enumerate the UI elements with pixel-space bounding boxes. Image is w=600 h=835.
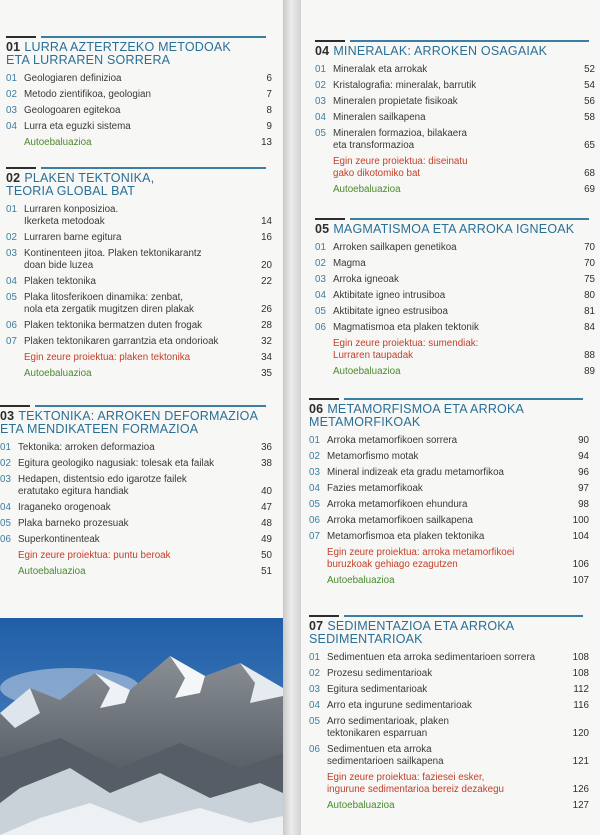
entry-page-number: 36 [261, 442, 272, 453]
entry-title: Autoebaluazioa [24, 368, 92, 379]
entry-page-number: 108 [572, 668, 589, 679]
entry-title: Kristalografia: mineralak, barrutik [333, 80, 477, 91]
chapter-entries [315, 242, 595, 378]
entry-page-number: 106 [572, 559, 589, 570]
chapter-number: 07 [309, 619, 324, 633]
entry-title: Mineral indizeak eta gradu metamorfikoa [327, 467, 504, 478]
entry-title: Prozesu sedimentarioak [327, 668, 433, 679]
entry-page-number: 52 [584, 64, 595, 75]
entry-title: Superkontinenteak [18, 534, 100, 545]
toc-entry [315, 128, 595, 152]
entry-title: Egin zeure proiektua: faziesei esker, ingurune sedimentarioa bereiz dezakegu [327, 772, 505, 795]
entry-title: Autoebaluazioa [327, 800, 395, 811]
entry-page-number: 120 [572, 728, 589, 739]
toc-entry [315, 366, 595, 378]
entry-title: Egin zeure proiektua: arroka metamorfikoei buruzkoak gehiago ezagutzen [327, 547, 515, 570]
right-page [301, 0, 600, 835]
entry-number: 07 [309, 531, 320, 542]
entry-page-number: 9 [266, 121, 272, 132]
entry-number: 02 [309, 451, 320, 462]
entry-number: 02 [315, 80, 326, 91]
entry-page-number: 8 [266, 105, 272, 116]
entry-number: 06 [309, 515, 320, 526]
entry-title: Arroka metamorfikoen sorrera [327, 435, 458, 446]
toc-entry [309, 435, 589, 447]
toc-entry [309, 652, 589, 664]
entry-number: 03 [309, 684, 320, 695]
entry-page-number: 88 [584, 350, 595, 361]
chapter-01 [6, 36, 272, 153]
toc-entry [6, 320, 272, 332]
toc-entry [315, 258, 595, 270]
entry-page-number: 127 [572, 800, 589, 811]
entry-title: Arroka metamorfikoen ehundura [327, 499, 468, 510]
entry-title: Autoebaluazioa [327, 575, 395, 586]
entry-page-number: 84 [584, 322, 595, 333]
entry-title: Arroka igneoak [333, 274, 399, 285]
toc-entry [309, 668, 589, 680]
entry-title: Plaka barneko prozesuak [18, 518, 129, 529]
chapter-title-text: MAGMATISMOA ETA ARROKA IGNEOAK [333, 222, 575, 236]
toc-entry [315, 156, 595, 180]
entry-title: Aktibitate igneo intrusiboa [333, 290, 446, 301]
entry-number: 01 [309, 652, 320, 663]
entry-number: 07 [6, 336, 17, 347]
entry-number: 02 [315, 258, 326, 269]
entry-title: Lurra eta eguzki sistema [24, 121, 131, 132]
entry-page-number: 75 [584, 274, 595, 285]
entry-title: Iraganeko orogenoak [18, 502, 111, 513]
toc-entry [315, 290, 595, 302]
entry-title: Geologoaren egitekoa [24, 105, 121, 116]
entry-number: 05 [0, 518, 11, 529]
entry-title: Egitura geologiko nagusiak: tolesak eta failak [18, 458, 215, 469]
chapter-title-text: METAMORFISMOA ETA ARROKA METAMORFIKOAK [309, 402, 525, 429]
entry-title: Fazies metamorfikoak [327, 483, 423, 494]
chapter-03 [0, 405, 272, 582]
entry-title: Tektonika: arroken deformazioa [18, 442, 155, 453]
entry-title: Metodo zientifikoa, geologian [24, 89, 151, 100]
chapter-title [315, 45, 595, 58]
entry-number: 01 [309, 435, 320, 446]
chapter-07 [309, 615, 589, 816]
toc-entry [315, 242, 595, 254]
entry-title: Mineralak eta arrokak [333, 64, 428, 75]
entry-number: 03 [309, 467, 320, 478]
entry-page-number: 7 [266, 89, 272, 100]
entry-page-number: 28 [261, 320, 272, 331]
toc-entry [315, 338, 595, 362]
entry-number: 04 [309, 700, 320, 711]
entry-page-number: 116 [573, 700, 589, 711]
toc-entry [6, 204, 272, 228]
entry-title: Egin zeure proiektua: diseinatu gako dikotomiko bat [333, 156, 468, 179]
toc-entry [0, 566, 272, 578]
toc-entry [6, 232, 272, 244]
entry-title: Arroken sailkapen genetikoa [333, 242, 457, 253]
chapter-title [0, 410, 272, 436]
chapter-title [6, 172, 272, 198]
toc-entry [6, 105, 272, 117]
entry-number: 05 [315, 128, 326, 139]
entry-title: Sedimentuen eta arroka sedimentarioen sailkapena [327, 744, 444, 767]
toc-entry [315, 80, 595, 92]
toc-entry [315, 274, 595, 286]
entry-page-number: 20 [261, 260, 272, 271]
entry-page-number: 58 [584, 112, 595, 123]
chapter-entries [0, 442, 272, 578]
chapter-title [6, 41, 272, 67]
entry-title: Geologiaren definizioa [24, 73, 122, 84]
chapter-title [309, 620, 589, 646]
entry-title: Lurraren barne egitura [24, 232, 122, 243]
entry-number: 04 [6, 276, 17, 287]
toc-entry [309, 744, 589, 768]
toc-entry [309, 531, 589, 543]
entry-page-number: 121 [572, 756, 589, 767]
book-gutter [283, 0, 301, 835]
entry-number: 02 [6, 232, 17, 243]
entry-number: 03 [315, 274, 326, 285]
entry-number: 04 [309, 483, 320, 494]
chapter-header [315, 40, 595, 58]
chapter-entries [6, 204, 272, 380]
toc-entry [0, 534, 272, 546]
entry-page-number: 104 [572, 531, 589, 542]
entry-number: 02 [309, 668, 320, 679]
chapter-title-text: TEKTONIKA: ARROKEN DEFORMAZIOA ETA MENDIKATEEN FORMAZIOA [0, 409, 259, 436]
entry-title: Autoebaluazioa [333, 184, 401, 195]
chapter-title [315, 223, 595, 236]
entry-title: Metamorfismo motak [327, 451, 419, 462]
entry-page-number: 56 [584, 96, 595, 107]
toc-entry [309, 575, 589, 587]
chapter-entries [309, 652, 589, 812]
chapter-header [309, 615, 589, 646]
chapter-02 [6, 167, 272, 384]
entry-number: 06 [6, 320, 17, 331]
entry-title: Mineralen propietate fisikoak [333, 96, 458, 107]
entry-title: Autoebaluazioa [18, 566, 86, 577]
chapter-header [6, 36, 272, 67]
entry-title: Metamorfismoa eta plaken tektonika [327, 531, 485, 542]
toc-entry [6, 368, 272, 380]
entry-number: 03 [0, 474, 11, 485]
entry-page-number: 70 [584, 242, 595, 253]
entry-page-number: 22 [261, 276, 272, 287]
chapter-04 [315, 40, 595, 200]
entry-title: Arro eta ingurune sedimentarioak [327, 700, 472, 711]
entry-number: 01 [0, 442, 11, 453]
entry-page-number: 38 [261, 458, 272, 469]
toc-entry [6, 336, 272, 348]
entry-title: Magma [333, 258, 366, 269]
toc-entry [0, 502, 272, 514]
entry-number: 06 [309, 744, 320, 755]
toc-entry [309, 547, 589, 571]
entry-number: 05 [309, 499, 320, 510]
toc-entry [0, 550, 272, 562]
toc-entry [0, 518, 272, 530]
chapter-header [315, 218, 595, 236]
toc-entry [0, 442, 272, 454]
entry-number: 03 [6, 105, 17, 116]
chapter-number: 06 [309, 402, 324, 416]
entry-title: Egin zeure proiektua: plaken tektonika [24, 352, 191, 363]
entry-page-number: 108 [572, 652, 589, 663]
entry-page-number: 35 [261, 368, 272, 379]
entry-page-number: 47 [261, 502, 272, 513]
chapter-title-text: LURRA AZTERTZEKO METODOAK ETA LURRAREN SORRERA [6, 40, 231, 67]
entry-page-number: 65 [584, 140, 595, 151]
entry-number: 01 [315, 64, 326, 75]
entry-title: Arro sedimentarioak, plaken tektonikaren esparruan [327, 716, 449, 739]
toc-entry [6, 292, 272, 316]
entry-number: 06 [315, 322, 326, 333]
toc-entry [309, 467, 589, 479]
entry-page-number: 112 [573, 684, 589, 695]
entry-number: 01 [6, 73, 17, 84]
chapter-06 [309, 398, 589, 591]
entry-page-number: 16 [261, 232, 272, 243]
toc-entry [315, 112, 595, 124]
entry-page-number: 80 [584, 290, 595, 301]
toc-entry [309, 684, 589, 696]
entry-number: 06 [0, 534, 11, 545]
entry-page-number: 96 [578, 467, 589, 478]
entry-page-number: 89 [584, 366, 595, 377]
entry-page-number: 50 [261, 550, 272, 561]
toc-entry [6, 276, 272, 288]
entry-page-number: 51 [261, 566, 272, 577]
toc-entry [309, 800, 589, 812]
entry-page-number: 97 [578, 483, 589, 494]
entry-title: Magmatismoa eta plaken tektonik [333, 322, 479, 333]
toc-entry [315, 96, 595, 108]
entry-page-number: 100 [572, 515, 589, 526]
toc-entry [6, 73, 272, 85]
toc-entry [6, 89, 272, 101]
entry-page-number: 98 [578, 499, 589, 510]
entry-page-number: 70 [584, 258, 595, 269]
toc-entry [309, 499, 589, 511]
entry-title: Lurraren konposizioa. Ikerketa metodoak [24, 204, 119, 227]
entry-page-number: 94 [578, 451, 589, 462]
entry-number: 01 [6, 204, 17, 215]
entry-title: Kontinenteen jitoa. Plaken tektonikarantz doan bide luzea [24, 248, 202, 271]
entry-page-number: 126 [572, 784, 589, 795]
entry-number: 04 [0, 502, 11, 513]
toc-entry [309, 716, 589, 740]
toc-entry [6, 352, 272, 364]
entry-title: Hedapen, distentsio edo igarotze failek eratutako egitura handiak [18, 474, 187, 497]
chapter-entries [6, 73, 272, 149]
toc-entry [315, 64, 595, 76]
entry-page-number: 13 [261, 137, 272, 148]
entry-number: 03 [6, 248, 17, 259]
entry-title: Egin zeure proiektua: sumendiak: Lurraren taupadak [333, 338, 479, 361]
entry-title: Autoebaluazioa [333, 366, 401, 377]
entry-page-number: 107 [572, 575, 589, 586]
toc-entry [0, 474, 272, 498]
entry-page-number: 90 [578, 435, 589, 446]
entry-number: 05 [315, 306, 326, 317]
entry-page-number: 68 [584, 168, 595, 179]
entry-page-number: 49 [261, 534, 272, 545]
toc-entry [309, 772, 589, 796]
chapter-header [309, 398, 589, 429]
entry-number: 02 [0, 458, 11, 469]
entry-title: Mineralen sailkapena [333, 112, 426, 123]
entry-page-number: 54 [584, 80, 595, 91]
entry-title: Egin zeure proiektua: puntu beroak [18, 550, 171, 561]
entry-page-number: 48 [261, 518, 272, 529]
entry-title: Autoebaluazioa [24, 137, 92, 148]
toc-entry [6, 121, 272, 133]
chapter-title-text: PLAKEN TEKTONIKA, TEORIA GLOBAL BAT [6, 171, 155, 198]
chapter-title-text: SEDIMENTAZIOA ETA ARROKA SEDIMENTARIOAK [309, 619, 515, 646]
chapter-entries [309, 435, 589, 587]
toc-entry [309, 451, 589, 463]
chapter-number: 03 [0, 409, 15, 423]
toc-entry [6, 248, 272, 272]
entry-page-number: 14 [261, 216, 272, 227]
toc-entry [309, 515, 589, 527]
chapter-title-text: MINERALAK: ARROKEN OSAGAIAK [333, 44, 548, 58]
chapter-number: 04 [315, 44, 330, 58]
chapter-header [0, 405, 272, 436]
entry-page-number: 6 [266, 73, 272, 84]
entry-number: 04 [6, 121, 17, 132]
entry-title: Egitura sedimentarioak [327, 684, 428, 695]
chapter-number: 02 [6, 171, 21, 185]
entry-number: 05 [6, 292, 17, 303]
toc-entry [315, 306, 595, 318]
entry-title: Plaken tektonika [24, 276, 96, 287]
entry-title: Mineralen formazioa, bilakaera eta transformazioa [333, 128, 467, 151]
entry-number: 01 [315, 242, 326, 253]
entry-title: Plaka litosferikoen dinamika: zenbat, nola eta zergatik mugitzen diren plakak [24, 292, 194, 315]
entry-title: Plaken tektonika bermatzen duten frogak [24, 320, 203, 331]
chapter-number: 01 [6, 40, 21, 54]
entry-number: 04 [315, 290, 326, 301]
toc-entry [0, 458, 272, 470]
toc-entry [6, 137, 272, 149]
entry-title: Aktibitate igneo estrusiboa [333, 306, 448, 317]
toc-entry [309, 700, 589, 712]
entry-page-number: 26 [261, 304, 272, 315]
entry-page-number: 34 [261, 352, 272, 363]
entry-page-number: 81 [584, 306, 595, 317]
entry-title: Plaken tektonikaren garrantzia eta ondorioak [24, 336, 219, 347]
entry-number: 04 [315, 112, 326, 123]
chapter-header [6, 167, 272, 198]
mountain-photo [0, 618, 283, 835]
entry-number: 03 [315, 96, 326, 107]
chapter-05 [315, 218, 595, 382]
chapter-title [309, 403, 589, 429]
toc-entry [309, 483, 589, 495]
toc-entry [315, 322, 595, 334]
entry-number: 05 [309, 716, 320, 727]
entry-number: 02 [6, 89, 17, 100]
entry-page-number: 69 [584, 184, 595, 195]
chapter-number: 05 [315, 222, 330, 236]
chapter-entries [315, 64, 595, 196]
entry-title: Sedimentuen eta arroka sedimentarioen sorrera [327, 652, 536, 663]
entry-page-number: 32 [261, 336, 272, 347]
left-page [0, 0, 283, 835]
toc-entry [315, 184, 595, 196]
entry-title: Arroka metamorfikoen sailkapena [327, 515, 473, 526]
entry-page-number: 40 [261, 486, 272, 497]
